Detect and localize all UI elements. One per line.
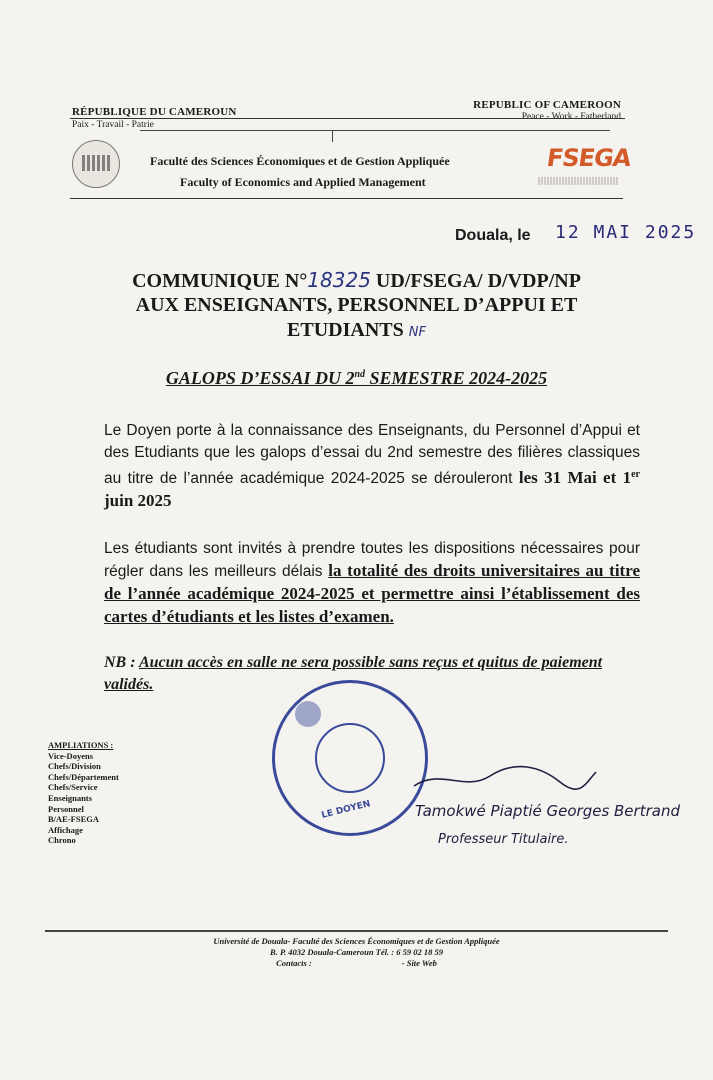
stamp-emblem-icon: [295, 701, 321, 727]
date-label: Douala, le: [455, 227, 531, 244]
list-item: Affichage: [48, 824, 83, 835]
date-stamp: 12 MAI 2025: [555, 222, 697, 243]
list-item: Chrono: [48, 835, 76, 846]
fsega-logo: FSEGA: [545, 144, 633, 172]
footer-line-1: Université de Douala- Faculté des Sciences Économiques et de Gestion Appliquée: [213, 936, 500, 946]
communique-title-line3: ETUDIANTS NF: [287, 319, 426, 341]
list-item: Vice-Doyens: [48, 750, 94, 761]
ampliations-list: [48, 740, 119, 846]
document-subtitle: GALOPS D’ESSAI DU 2nd SEMESTRE 2024-2025: [165, 368, 548, 388]
handwritten-initials: NF: [408, 325, 426, 340]
header-country-fr: RÉPUBLIQUE DU CAMEROUN: [72, 106, 237, 118]
list-item: Personnel: [48, 803, 84, 814]
list-item: Chefs/Département: [48, 771, 119, 782]
signer-name: Tamokwé Piaptié Georges Bertrand: [415, 802, 680, 820]
communique-title-line1: COMMUNIQUE N°18325 UD/FSEGA/ D/VDP/NP: [132, 268, 581, 292]
list-item: Enseignants: [48, 792, 92, 803]
header-box-bottom: [70, 198, 623, 199]
dean-stamp: LE DOYEN: [272, 680, 428, 836]
header-motto-en: Peace - Work - Fatherland: [521, 112, 621, 122]
header-box-top: [140, 130, 610, 131]
footer-divider: [45, 930, 668, 932]
header-divider: [70, 118, 625, 119]
nb-note: NB : Aucun accès en salle ne sera possible sans reçus et quitus de paiement validés.: [104, 654, 603, 693]
communique-title-line2: AUX ENSEIGNANTS, PERSONNEL D’APPUI ET: [135, 294, 578, 316]
list-item: Chefs/Service: [48, 782, 98, 793]
signer-title: Professeur Titulaire.: [438, 832, 569, 847]
header-motto-fr: Paix - Travail - Patrie: [72, 120, 154, 130]
header-box-tick: [332, 130, 333, 142]
footer-line-3: Contacts : - Site Web: [276, 958, 437, 968]
paragraph-1: Le Doyen porte à la connaissance des Enseignants, du Personnel d’Appui et des Etudiants que les galops d’essai du 2nd semestre des filières classiques au titre de l’année académique 2024-2025 se dérouleront les 31 Mai et 1er juin 2025: [104, 422, 640, 511]
list-item: B/AE-FSEGA: [48, 814, 100, 825]
paragraph-2: Les étudiants sont invités à prendre toutes les dispositions nécessaires pour régler dans les meilleurs délais la totalité des droits universitaires au titre de l’année académique 2024-2025 et permettre ainsi l’établissement des cartes d’étudiants et les listes d’examen.: [104, 540, 640, 626]
list-item: Chefs/Division: [48, 761, 101, 772]
header-country-en: REPUBLIC OF CAMEROON: [473, 99, 621, 111]
handwritten-signature: [410, 764, 600, 794]
faculty-name-fr: Faculté des Sciences Économiques et de Gestion Appliquée: [150, 154, 450, 168]
fsega-logo-tagline: [538, 177, 618, 185]
ampliations-title: AMPLIATIONS :: [48, 740, 114, 750]
faculty-name-en: Faculty of Economics and Applied Management: [180, 175, 426, 189]
handwritten-number: 18325: [307, 268, 371, 292]
footer-line-2: B. P. 4032 Douala-Cameroun Tél. : 6 59 02 18 59: [270, 947, 443, 957]
university-seal-icon: [72, 140, 120, 188]
